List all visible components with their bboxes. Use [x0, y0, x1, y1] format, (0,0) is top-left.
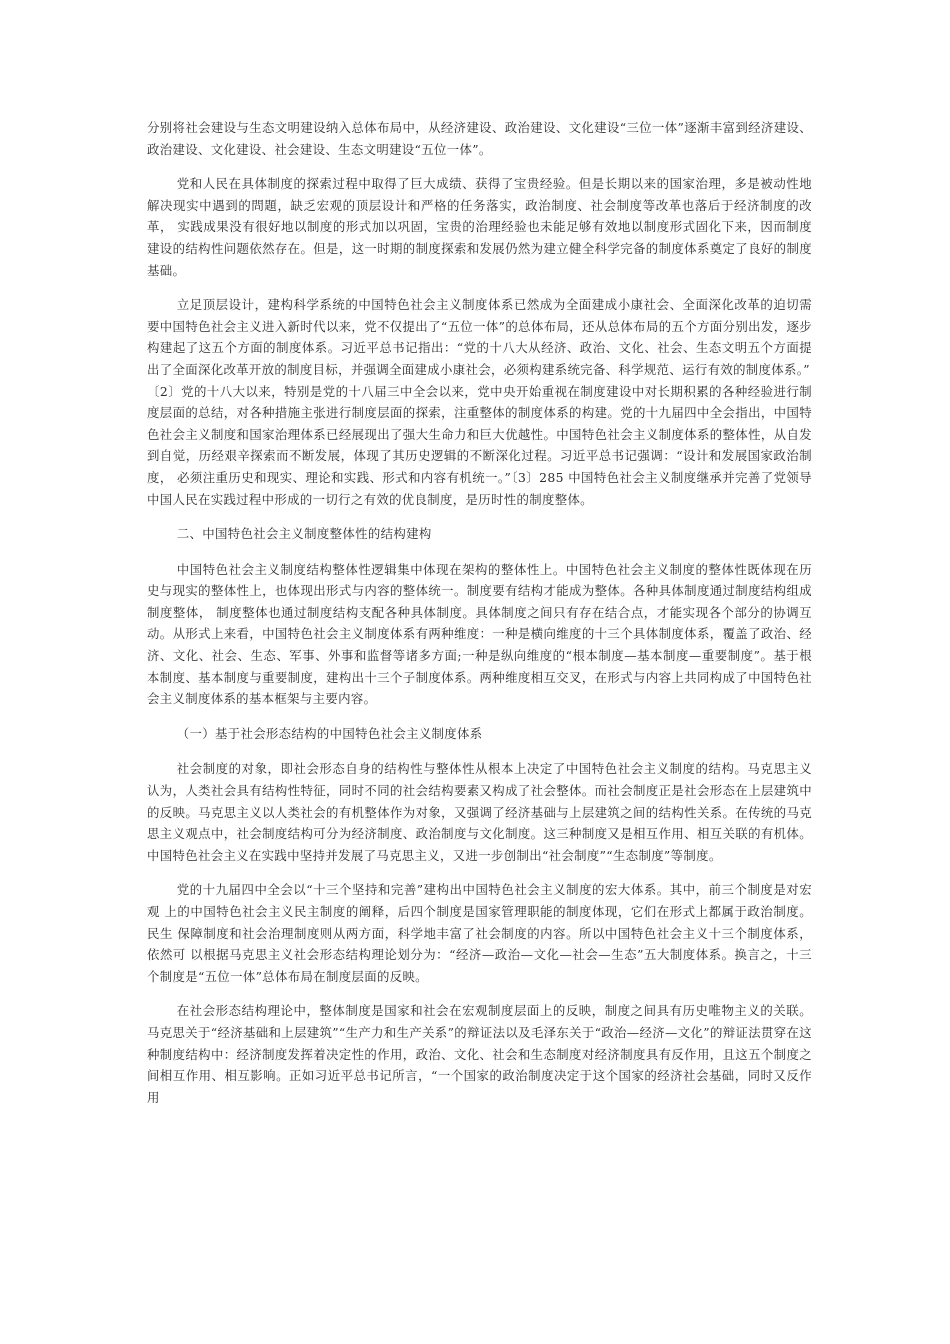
paragraph-eighteenth-congress: 〔2〕党的十八大以来，特别是党的十八届三中全会以来，党中央开始重视在制度建设中对长期积累的各种经验进行制 度层面的总结，对各种措施主张进行制度层面的探索，注重整体的制度体系的构建。党的十九届四中全会指出，中国特色社会主义制度和国家治理体系已经展现出了强大生命力和巨大优越性。中国特色社会主义制度体系的整体性，从自发到自觉，历经艰辛探索而不断发展，体现了其历史逻辑的不断深化过程。习近平总书记强调：“设计和发展国家政治制度， 必须注重历史和现实、理论和实践、形式和内容有机统一。”〔3〕285 中国特色社会主义制度继承并完善了党领导中国人民在实践过程中形成的一切行之有效的优良制度，是历时性的制度整体。: [147, 383, 812, 507]
paragraph-thirteen-systems: 党的十九届四中全会以“十三个坚持和完善”建构出中国特色社会主义制度的宏大体系。其中，前三个制度是对宏观 上的中国特色社会主义民主制度的阐释，后四个制度是国家管理职能的制度体现，它们在形式上都属于政治制度。民生 保障制度和社会治理制度则从两方面，科学地丰富了社会制度的内容。所以中国特色社会主义十三个制度体系，依然可 以根据马克思主义社会形态结构理论划分为：“经济—政治—文化—社会—生态”五大制度体系。换言之，十三个制度是“五位一体”总体布局在制度层面的反映。: [147, 882, 812, 984]
paragraph-social-system-object: 社会制度的对象，即社会形态自身的结构性与整体性从根本上决定了中国特色社会主义制度的结构。马克思主义认为，人类社会具有结构性特征，同时不同的社会结构要素又构成了社会整体。而社会制度正是社会形态在上层建筑中的反映。马克思主义以人类社会的有机整体作为对象，又强调了经济基础与上层建筑之间的结构性关系。在传统的马克 思主义观点中，社会制度结构可分为经济制度、政治制度与文化制度。这三种制度又是相互作用、相互关联的有机体。中国特色社会主义在实践中坚持并发展了马克思主义，又进一步创制出“社会制度”“生态制度”等制度。: [147, 761, 812, 863]
paragraph-structural-integrity: 中国特色社会主义制度结构整体性逻辑集中体现在架构的整体性上。中国特色社会主义制度的整体性既体现在历史与现实的整体性上，也体现出形式与内容的整体统一。制度要有结构才能成为整体。各种具体制度通过制度结构组成制度整体， 制度整体也通过制度结构支配各种具体制度。具体制度之间只有存在结合点，才能实现各个部分的协调互动。从形式上来看，中国特色社会主义制度体系有两种维度：一种是横向维度的十三个具体制度体系，覆盖了政治、经济、文化、社会、生态、军事、外事和监督等诸多方面;一种是纵向维度的“根本制度—基本制度—重要制度”。基于根本制度、基本制度与重要制度，建构出十三个子制度体系。两种维度相互交叉，在形式与内容上共同构成了中国特色社会主义制度体系的基本框架与主要内容。: [147, 561, 812, 707]
paragraph-continuation: 分别将社会建设与生态文明建设纳入总体布局中，从经济建设、政治建设、文化建设“三位一体”逐渐丰富到经济建设、政治建设、文化建设、社会建设、生态文明建设“五位一体”。: [147, 120, 812, 157]
paragraph-top-level-design: 立足顶层设计，建构科学系统的中国特色社会主义制度体系已然成为全面建成小康社会、全面深化改革的迫切需要中国特色社会主义进入新时代以来，党不仅提出了“五位一体”的总体布局，还从总体布局的五个方面分别出发，逐步构建起了这五个方面的制度体系。习近平总书记指出：“党的十八大从经济、政治、文化、社会、生态文明五个方面提 出了全面深化改革开放的制度目标，并强调全面建成小康社会，必须构建系统完备、科学规范、运行有效的制度体系。”: [147, 297, 812, 377]
subsection-heading-social-formation: （一）基于社会形态结构的中国特色社会主义制度体系: [176, 725, 483, 741]
paragraph-social-formation-theory: 在社会形态结构理论中，整体制度是国家和社会在宏观制度层面上的反映，制度之间具有历史唯物主义的关联。马克思关于“经济基础和上层建筑”“生产力和生产关系”的辩证法以及毛泽东关于“政治—经济—文化”的辩证法贯穿在这 种制度结构中：经济制度发挥着决定性的作用，政治、文化、社会和生态制度对经济制度具有反作用，且这五个制度之间相互作用、相互影响。正如习近平总书记所言，“一个国家的政治制度决定于这个国家的经济社会基础，同时又反作用: [147, 1003, 812, 1105]
document-body: [147, 117, 812, 1121]
paragraph-institutional-exploration: 党和人民在具体制度的探索过程中取得了巨大成绩、获得了宝贵经验。但是长期以来的国家治理，多是被动性地 解决现实中遇到的問題，缺乏宏观的顶层设计和严格的任务落实，政治制度、社会制度等改革也落后于经济制度的改革， 实践成果没有很好地以制度的形式加以巩固，宝贵的治理经验也未能足够有效地以制度形式固化下来，因而制度建设的结构性问题依然存在。但是，这一时期的制度探索和发展仍然为建立健全科学完备的制度体系奠定了良好的制度基础。: [147, 176, 812, 278]
section-heading-structural-construction: 二、中国特色社会主义制度整体性的结构建构: [176, 526, 432, 542]
